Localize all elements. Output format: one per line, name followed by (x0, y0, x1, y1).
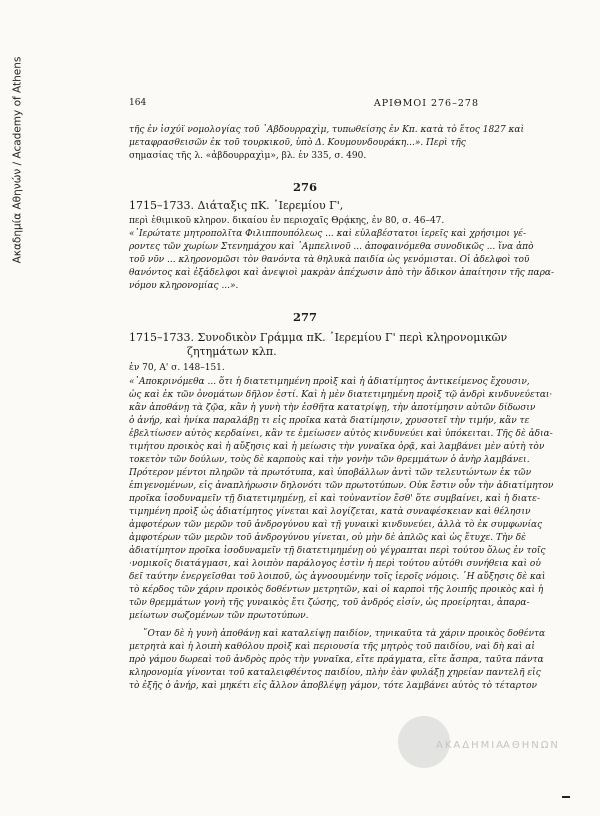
page-number: 164 (129, 98, 147, 108)
corner-mark (562, 796, 570, 798)
entry-body-277-para2 (129, 628, 546, 693)
entry-title-277 (129, 331, 508, 359)
text-line: ἐν 70, Α' σ. 148–151. (129, 363, 225, 373)
text-line: σημασίας τῆς λ. «ἀβδουρραχὶμ», βλ. ἐν 335, σ. 490. (129, 151, 367, 161)
text-line: τοκετὸν τῶν δούλων, τοὺς δὲ καρποὺς καὶ τὴν γονὴν τῶν θρεμμάτων ὁ ἀνὴρ λαμβάνει. (129, 455, 530, 465)
text-line: ζητημάτων κλπ. (187, 345, 277, 358)
text-line: ἐπιγενομένων, εἰς ἀναπλήρωσιν δηλονότι τῶν πρωτοτύπων. Οὐκ ἔστιν οὖν τὴν ἀδιατίμητον (129, 481, 554, 491)
text-line: τιμήτου προικὸς καὶ ἡ αὔξησις καὶ ἡ μείωσις τὴν γυναῖκα ὁρᾷ, καὶ λαμβάνει μὲν αὐτὴ τὸν (129, 442, 545, 452)
text-line: μεταφρασθεισῶν ἐκ τοῦ τουρκικοῦ, ὑπὸ Δ. Κουμουνδουράκη...». Περὶ τῆς (129, 138, 466, 148)
text-line: ῞Οταν δὲ ἡ γυνὴ ἀποθάνῃ καὶ καταλείψῃ παιδίον, τηνικαῦτα τὰ χάριν προικὸς δοθέντα (143, 629, 546, 639)
text-line: περὶ ἐθιμικοῦ κληρον. δικαίου ἐν περιοχαῖς Θρᾴκης, ἐν 80, σ. 46–47. (129, 216, 445, 226)
text-line: ἀμφοτέρων τῶν μερῶν τοῦ ἀνδρογύνου γίνεται, οὐ μὴν δὲ ἁπλῶς καὶ ὡς ἔτυχε. Τὴν δὲ (129, 533, 526, 543)
text-line: Πρότερον μέντοι πληρῶν τὰ πρωτότυπα, καὶ ὑποβάλλων ἀντὶ τῶν τελευτώντων ἐκ τῶν (129, 468, 532, 478)
text-line: 1715–1733. Συνοδικὸν Γράμμα πΚ. ᾿Ιερεμίου Γ' περὶ κληρονομικῶν (129, 331, 508, 344)
entry-body-277 (129, 376, 554, 623)
text-line: δεῖ ταύτην ἐνεργεῖσθαι τοῦ λοιποῦ, ὡς ἀγνοουμένην τοῖς ἱεροῖς νόμοις. ῾Η αὔξησις δὲ καὶ (129, 572, 546, 582)
academy-watermark (398, 712, 563, 774)
text-line: κληρονομία γίνονται τοῦ καταλειφθέντος παιδίου, πλὴν ἐὰν φυλάξῃ χηρείαν παντελῆ εἰς (129, 668, 541, 678)
watermark-text-left: ΑΚΑΔΗΜΙΑ (436, 740, 506, 751)
text-line: ὡς καὶ ἐκ τῶν ὀνομάτων δῆλον ἐστί. Καὶ ἡ μὲν διατετιμημένη προὶξ τῷ ἀνδρὶ κινδυνεύεται· (129, 390, 553, 400)
text-line: τῶν θρεμμάτων γονὴ τῆς γυναικὸς ἔτι ζώσης, τοῦ ἀνδρός εἰσίν, ὡς προείρηται, ἀπαρα- (129, 598, 530, 608)
entry-number-276: 276 (292, 180, 317, 194)
text-line: ἐβελτίωσεν αὐτὸς κερδαίνει, κἂν τε ἐμείωσεν αὐτὸς κινδυνεύει καὶ ὑπόκειται. Τῆς δὲ ἀδια- (129, 429, 553, 439)
watermark-text-right: ΑΘΗΝΩΝ (503, 740, 560, 751)
entry-meta-277 (129, 362, 481, 375)
text-line: ἀδιατίμητον προῖκα ἰσοδυναμεῖν τῇ διατετιμημένῃ οὐ γέγραπται περὶ τούτου ὅλως ἐν τοῖς (129, 546, 546, 556)
text-line: ὁ ἀνήρ, καὶ ἡνίκα παραλάβῃ τι εἰς προῖκα κατὰ διατίμησιν, χρυσοτεῖ τὴν τιμήν, κἂν τε (129, 416, 530, 426)
text-line: προῖκα ἰσοδυναμεῖν τῇ διατετιμημένῃ, εἰ καὶ τοὐναντίον ἔσθ' ὅτε συμβαίνει, καὶ ἡ διατε- (129, 494, 541, 504)
text-line: νόμου κληρονομίας ...». (129, 281, 239, 291)
page-header (129, 98, 479, 112)
text-line: κἂν ἀποθάνῃ τὰ ζῷα, κἂν ἡ γυνὴ τὴν ἐσθῆτα κατατρίψῃ, τὴν ἀποτίμησιν αὐτῶν δίδωσιν (129, 403, 536, 413)
text-line: τοῦ νῦν ... κληρονομῶσι τὸν θανόντα τὰ θηλυκὰ παιδία ὡς γενόμισται. Οἱ ἀδελφοὶ τοῦ (129, 255, 530, 265)
text-line: πρὸ γάμου δωρεαὶ τοῦ ἀνδρὸς πρὸς τὴν γυναῖκα, εἴτε πράγματα, εἴτε ἄσπρα, ταῦτα πάντα (129, 655, 544, 665)
archive-label: Ακαδημία Αθηνών / Academy of Athens (11, 56, 24, 264)
text-line: ἀμφοτέρων τῶν μερῶν τοῦ ἀνδρογύνου καὶ τῇ γυναικὶ κινδυνεύει, ἀλλὰ τὸ ἐκ συμφωνίας (129, 520, 543, 530)
text-line: τῆς ἐν ἰσχύϊ νομολογίας τοῦ ᾿Αβδουρραχὶμ, τυπωθείσης ἐν Κπ. κατὰ τὸ ἔτος 1827 καὶ (129, 125, 525, 135)
text-line: «᾿Ιερώτατε μητροπολῖτα Φιλιππουπόλεως ... καὶ εὐλαβέστατοι ἱερεῖς καὶ χρήσιμοι γέ- (129, 229, 527, 239)
entry-body-276 (129, 228, 555, 293)
side-label (10, 40, 24, 280)
text-line: ·νομικοῖς διατάγμασι, καὶ λοιπὸν παράλογος ἐστὶν ἡ περὶ τούτου αὐτόθι συνήθεια καὶ οὐ (129, 559, 541, 569)
entry-meta-276 (129, 215, 481, 228)
text-line: μείωτων σωζομένων τῶν πρωτοτύπων. (129, 611, 309, 621)
entry-number-277: 277 (292, 310, 317, 324)
text-line: τιμημένη προὶξ ὡς ἀδιατίμητος γίνεται καὶ λογίζεται, κατὰ συναφέσκειαν καὶ θέλησιν (129, 507, 531, 517)
text-line: τὸ κέρδος τῶν χάριν προικὸς δοθέντων μετρητῶν, καὶ οἱ καρποὶ τῆς λοιπῆς προικὸς καὶ ἡ (129, 585, 544, 595)
text-line: μετρητὰ καὶ ἡ λοιπὴ καθόλου προὶξ καὶ περιουσία τῆς μητρὸς τοῦ παιδίου, ναὶ δὴ καὶ αἱ (129, 642, 535, 652)
text-line: ροντες τῶν χωρίων Στενημάχου καὶ ᾿Αμπελινοῦ ... ἀποφαινόμεθα συνοδικῶς ... ἵνα ἀπὸ (129, 242, 534, 252)
entry-title-276: 1715–1733. Διάταξις πΚ. ᾿Ιερεμίου Γ', (129, 199, 344, 212)
text-line: τὸ ἐξῆς ὁ ἀνήρ, καὶ μηκέτι εἰς ἄλλον ἀποβλέψῃ γάμον, τότε λαμβάνει αὐτὸς τὸ τέταρτον (129, 681, 537, 691)
intro-text (129, 124, 525, 163)
text-line: «᾿Αποκρινόμεθα ... ὅτι ἡ διατετιμημένη προὶξ καὶ ἡ ἀδιατίμητος ἀντικείμενος ἔχουσιν, (129, 377, 530, 387)
text-line: θανόντος καὶ ἐξάδελφοι καὶ ἀνεψιοὶ μακρὰν ἀπέχωσιν ἀπὸ τὴν ἄδικον ἀπαίτησιν τῆς παρα- (129, 268, 555, 278)
running-head: ΑΡΙΘΜΟΙ 276–278 (373, 98, 479, 109)
